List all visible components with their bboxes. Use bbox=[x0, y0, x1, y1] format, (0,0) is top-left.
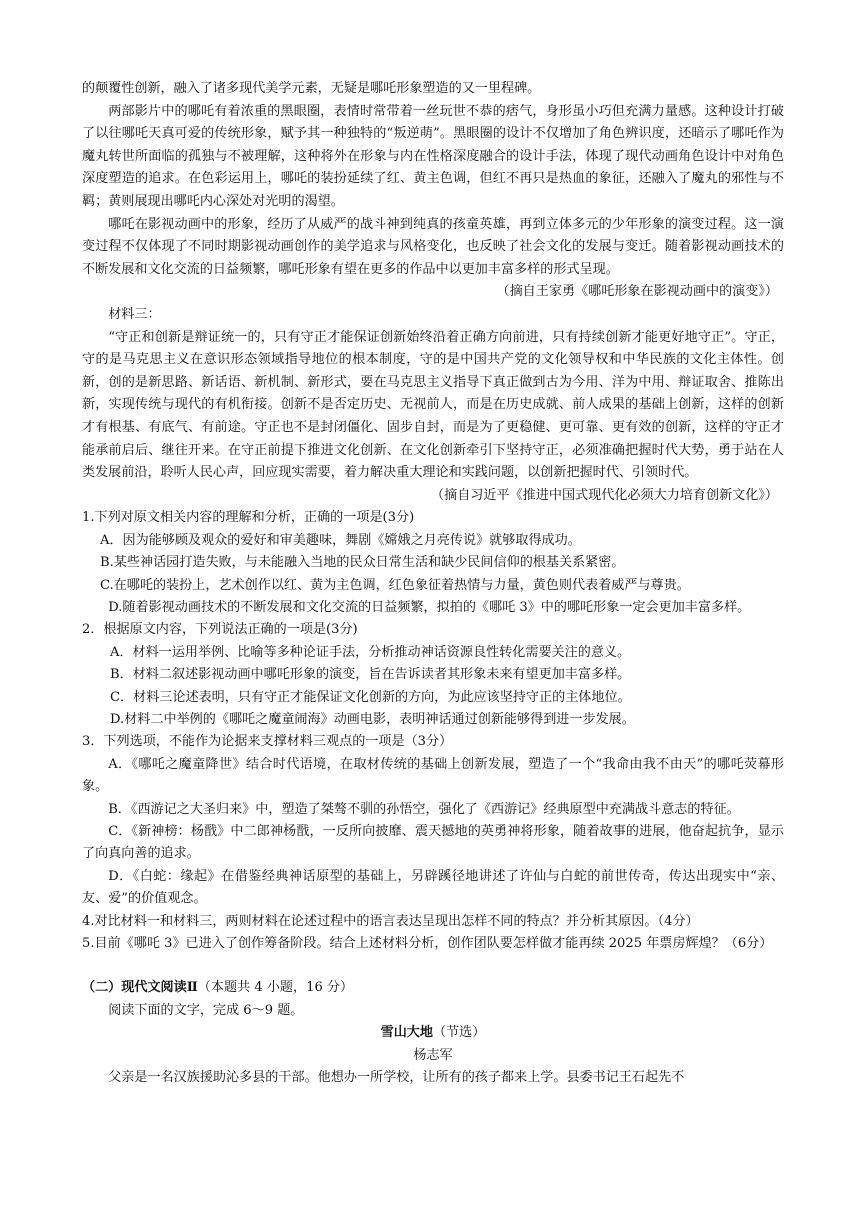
section-2-note: （本题共 4 小题，16 分） bbox=[197, 980, 354, 996]
question-2-option-d: D.材料二中举例的《哪吒之魔童闹海》动画电影，表明神话通过创新能够得到进一步发展。 bbox=[110, 711, 635, 727]
question-2-option-b: B．材料二叙述影视动画中哪吒形象的演变，旨在告诉读者其形象未来有望更加丰富多样。 bbox=[110, 667, 631, 683]
article-paragraph-1: 父亲是一名汉族援助沁多县的干部。他想办一所学校，让所有的孩子都来上学。县委书记王石起先不 bbox=[108, 1070, 685, 1086]
material2-paragraph-evolution: 哪吒在影视动画中的形象，经历了从威严的战斗神到纯真的孩童英雄，再到立体多元的少年形象的演变过程。这一演变过程不仅体现了不同时期影视动画创作的美学追求与风格变化，也反映了社会文化的发展与变迁。随着影视动画技术的不断发展和文化交流的日益频繁，哪吒形象有望在更多的作品中以更加丰富多样的形式呈现。 bbox=[82, 216, 784, 277]
material3-paragraph: “守正和创新是辩证统一的，只有守正才能保证创新始终沿着正确方向前进，只有持续创新才能更好地守正”。守正，守的是马克思主义在意识形态领域指导地位的根本制度，守的是中国共产党的文化领导权和中华民族的文化主体性。创新，创的是新思路、新话语、新机制、新形式，要在马克思主义指导下真正做到古为今用、洋为中用、辩证取舍、推陈出新，实现传统与现代的有机衔接。创新不是否定历史、无视前人，而是在历史成就、前人成果的基础上创新，这样的创新才有根基、有底气、有前途。守正也不是封闭僵化、固步自封，而是为了更稳健、更可靠、更有效的创新，这样的守正才能承前启后、继往开来。在守正前提下推进文化创新、在文化创新牵引下坚持守正，必须准确把握时代大势，勇于站在人类发展前沿，聆听人民心声，回应现实需要，着力解决重大理论和实践问题，以创新把握时代、引领时代。 bbox=[82, 329, 784, 481]
section-2-heading bbox=[82, 977, 784, 999]
question-4: 4.对比材料一和材料三，两则材料在论述过程中的语言表达呈现出怎样不同的特点？并分析其原因。（4分） bbox=[82, 913, 699, 929]
question-2 bbox=[82, 619, 784, 731]
material3-heading: 材料三： bbox=[108, 306, 161, 322]
article-title: 雪山大地 bbox=[380, 1025, 433, 1041]
section-2-title: （二）现代文阅读Ⅱ bbox=[82, 980, 198, 996]
question-1-option-d: D.随着影视动画技术的不断发展和文化交流的日益频繁，拟拍的《哪吒 3》中的哪吒形象一定会更加丰富多样。 bbox=[108, 599, 751, 615]
question-1 bbox=[82, 507, 784, 619]
section-gap bbox=[82, 955, 784, 977]
question-2-stem: 2．根据原文内容，下列说法正确的一项是(3分) bbox=[82, 622, 358, 638]
question-3-option-d: D．《白蛇：缘起》在借鉴经典神话原型的基础上，另辟蹊径地讲述了许仙与白蛇的前世传奇，传达出现实中“亲、友、爱”的价值观念。 bbox=[82, 868, 784, 907]
section-2-instruction: 阅读下面的文字，完成 6～9 题。 bbox=[108, 1002, 304, 1018]
material2-paragraph-tail: 的颠覆性创新，融入了诸多现代美学元素，无疑是哪吒形象塑造的又一里程碑。 bbox=[82, 81, 541, 96]
question-1-stem: 1.下列对原文相关内容的理解和分析，正确的一项是(3分) bbox=[82, 510, 415, 526]
material2-source: （摘自王家勇《哪吒形象在影视动画中的演变》） bbox=[496, 284, 778, 300]
question-3-stem: 3．下列选项，不能作为论据来支撑材料三观点的一项是（3分） bbox=[82, 734, 453, 750]
article-title-line bbox=[82, 1022, 784, 1044]
question-3 bbox=[82, 731, 784, 910]
question-2-option-c: C．材料三论述表明，只有守正才能保证文化创新的方向，为此应该坚持守正的主体地位。 bbox=[110, 689, 631, 705]
question-3-option-c: C．《新神榜：杨戬》中二郎神杨戬，一反所向披靡、震天撼地的英勇神将形象，随着故事的进展，他奋起抗争，显示了向真向善的追求。 bbox=[82, 823, 784, 862]
question-5: 5.目前《哪吒 3》已进入了创作筹备阶段。结合上述材料分析，创作团队要怎样做才能再续 2025 年票房辉煌？（6分） bbox=[82, 936, 773, 951]
material2-paragraph-design: 两部影片中的哪吒有着浓重的黑眼圈，表情时常带着一丝玩世不恭的痞气，身形虽小巧但充满力量感。这种设计打破了以往哪吒天真可爱的传统形象，赋予其一种独特的“叛逆萌”。黑眼圈的设计不仅增加了角色辨识度，还暗示了哪吒作为魔丸转世所面临的孤独与不被理解，这种将外在形象与内在性格深度融合的设计手法，体现了现代动画角色设计中对角色深度塑造的追求。在色彩运用上，哪吒的装扮延续了红、黄主色调，但红不再只是热血的象征，还融入了魔丸的邪性与不羁；黄则展现出哪吒内心深处对光明的渴望。 bbox=[82, 103, 784, 209]
question-2-option-a: A．材料一运用举例、比喻等多种论证手法，分析推动神话资源良性转化需要关注的意义。 bbox=[110, 644, 631, 660]
question-1-option-c: C.在哪吒的装扮上，艺术创作以红、黄为主色调，红色象征着热情与力量，黄色则代表着威严与尊贵。 bbox=[100, 577, 690, 593]
question-3-option-b: B．《西游记之大圣归来》中，塑造了桀骜不驯的孙悟空，强化了《西游记》经典原型中充满战斗意志的特征。 bbox=[108, 801, 740, 817]
question-1-option-a: A．因为能够顾及观众的爱好和审美趣味，舞剧《嫦娥之月亮传说》就够取得成功。 bbox=[100, 532, 581, 548]
article-author: 杨志军 bbox=[413, 1047, 453, 1063]
question-1-option-b: B.某些神话园打造失败，与未能融入当地的民众日常生活和缺少民间信仰的根基关系紧密。 bbox=[100, 555, 625, 571]
article-title-note: （节选） bbox=[433, 1025, 486, 1041]
material3-source: （摘自习近平《推进中国式现代化必须大力培育创新文化》） bbox=[431, 487, 778, 503]
question-3-option-a: A．《哪吒之魔童降世》结合时代语境，在取材传统的基础上创新发展，塑造了一个“我命由我不由天”的哪吒荧幕形象。 bbox=[82, 756, 784, 795]
